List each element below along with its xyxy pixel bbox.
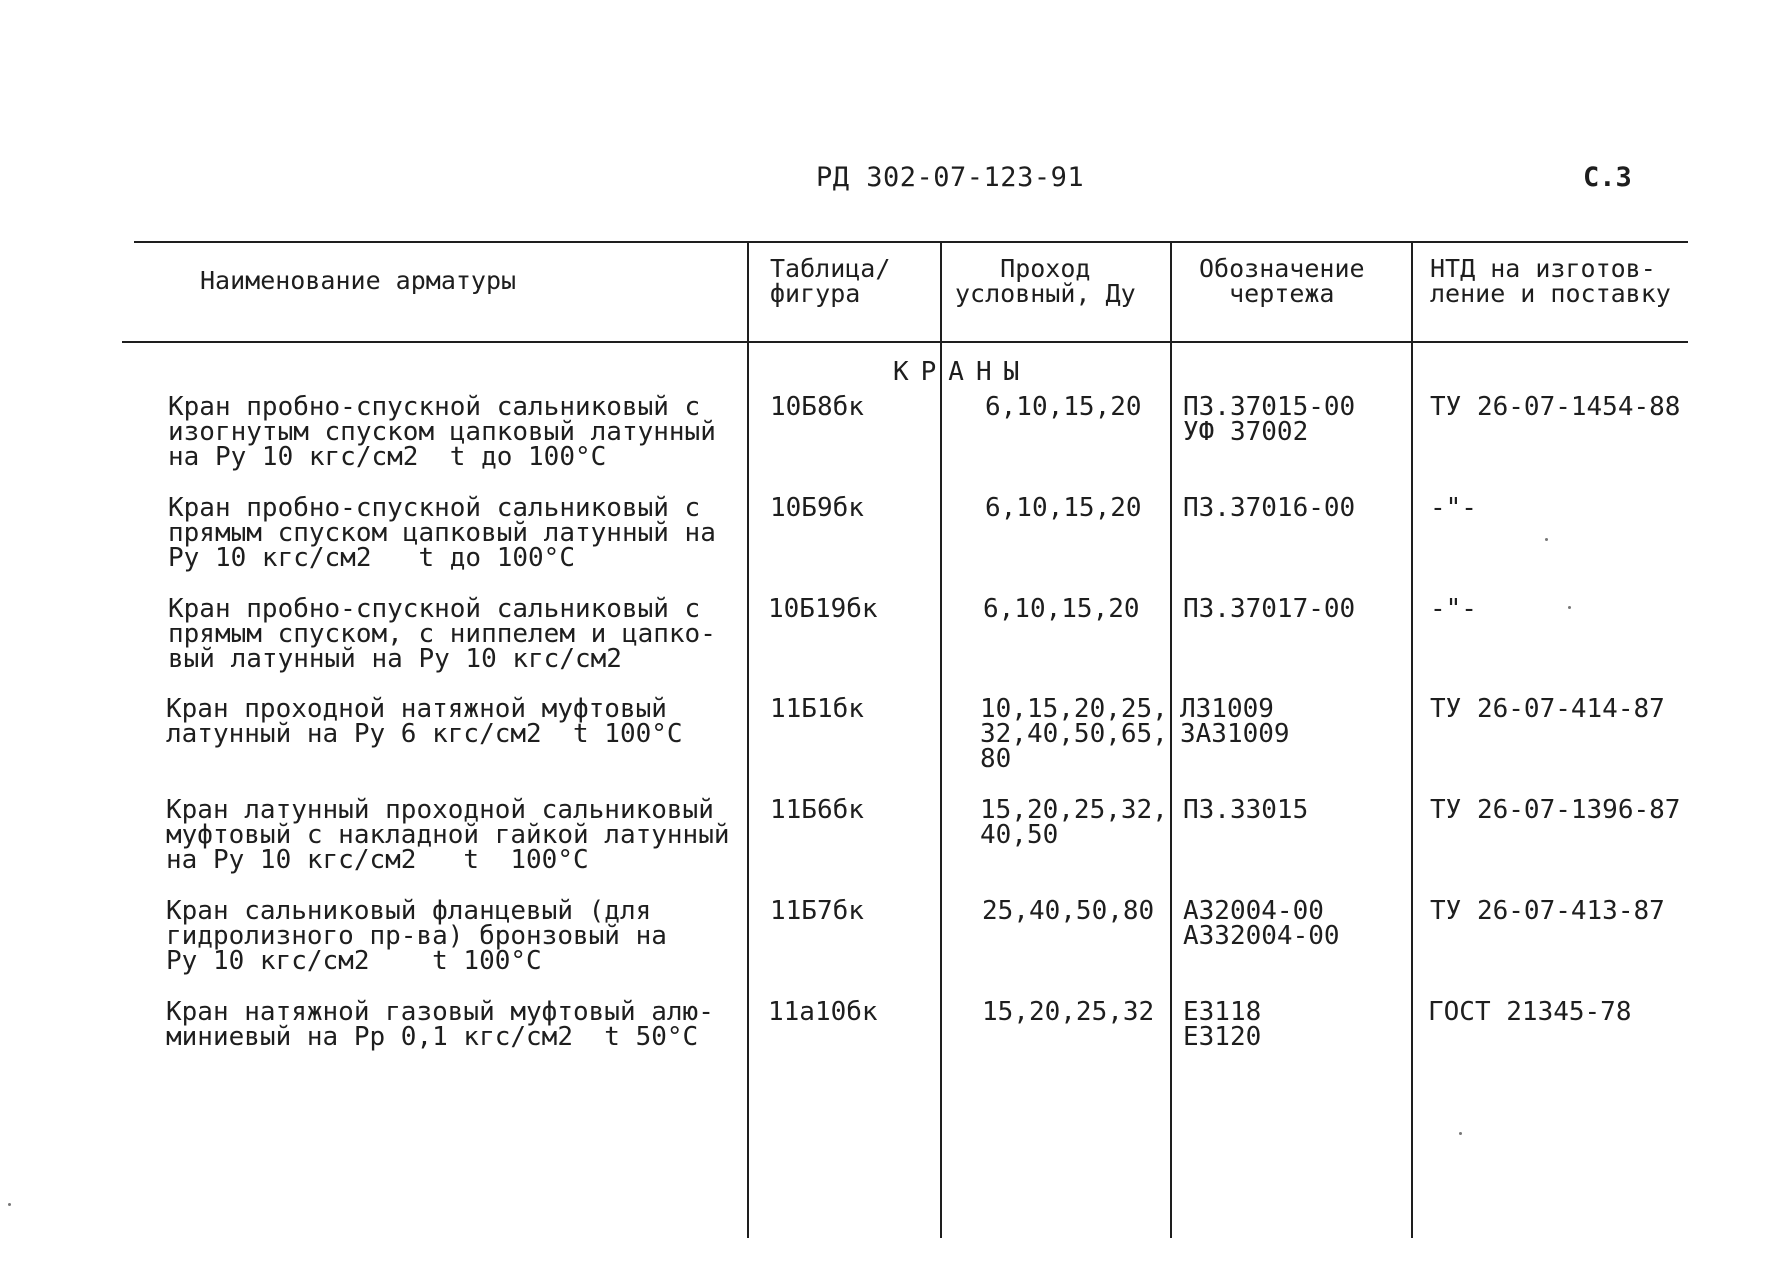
section-title: КРАНЫ [893,357,1032,387]
row-1-ntd: ТУ 26-07-1454-88 [1430,392,1681,422]
row-6-name: Кран сальниковый фланцевый (для гидролизного пр-ва) бронзовый на Ру 10 кгс/см2 t 100°С [166,896,667,976]
row-2-drawing: П3.37016-00 [1183,493,1356,523]
row-7-name: Кран натяжной газовый муфтовый алю- миниевый на Рр 0,1 кгс/см2 t 50°С [166,997,714,1052]
scan-speck [1545,538,1548,541]
row-2-bore: 6,10,15,20 [985,493,1142,523]
row-2-ntd: -"- [1430,493,1477,523]
row-5-bore: 15,20,25,32, 40,50 [980,795,1168,850]
scan-speck [1459,1132,1462,1135]
row-1-figure: 10Б8бк [770,392,864,422]
row-4-name: Кран проходной натяжной муфтовый латунный на Ру 6 кгс/см2 t 100°С [166,694,683,749]
row-7-figure: 11а10бк [768,997,878,1027]
header-ntd: НТД на изготов- ление и поставку [1430,254,1671,308]
row-6-drawing: А32004-00 А332004-00 [1183,896,1340,951]
row-5-figure: 11Б6бк [770,795,864,825]
row-4-figure: 11Б1бк [770,694,864,724]
header-nominal-bore: Проход условный, Ду [955,254,1136,308]
header-figure: Таблица/ фигура [770,254,891,308]
column-divider-2 [940,243,942,1238]
document-code: РД 302-07-123-91 [816,162,1085,193]
row-2-figure: 10Б9бк [770,493,864,523]
scan-speck [8,1203,11,1206]
row-5-name: Кран латунный проходной сальниковый муфтовый с накладной гайкой латунный на Ру 10 кгс/см2 t 100°С [166,795,730,875]
row-1-bore: 6,10,15,20 [985,392,1142,422]
row-5-drawing: П3.33015 [1183,795,1309,825]
row-4-bore: 10,15,20,25, 32,40,50,65, 80 [980,694,1168,774]
scan-speck [1568,606,1571,609]
page-number: С.3 [1583,162,1632,193]
column-divider-1 [747,243,749,1238]
row-1-drawing: П3.37015-00 УФ 37002 [1183,392,1356,447]
row-7-drawing: Е3118 Е3120 [1183,997,1262,1052]
row-2-name: Кран пробно-спускной сальниковый с прямым спуском цапковый латунный на Ру 10 кгс/см2 t до 100°С [168,493,716,573]
row-5-ntd: ТУ 26-07-1396-87 [1430,795,1681,825]
row-6-figure: 11Б7бк [770,896,864,926]
row-6-bore: 25,40,50,80 [982,896,1155,926]
header-drawing: Обозначение чертежа [1199,254,1365,308]
row-4-ntd: ТУ 26-07-414-87 [1430,694,1665,724]
column-divider-4 [1411,243,1413,1238]
row-3-bore: 6,10,15,20 [983,594,1140,624]
row-3-drawing: П3.37017-00 [1183,594,1356,624]
table-header-rule [122,341,1688,343]
column-divider-3 [1170,243,1172,1238]
row-3-ntd: -"- [1430,594,1477,624]
row-3-name: Кран пробно-спускной сальниковый с прямым спуском, с ниппелем и цапко- вый латунный на Ру 10 кгс/см2 [168,594,716,674]
row-3-figure: 10Б19бк [768,594,878,624]
row-4-drawing: Л31009 3А31009 [1180,694,1290,749]
row-6-ntd: ТУ 26-07-413-87 [1430,896,1665,926]
row-1-name: Кран пробно-спускной сальниковый с изогнутым спуском цапковый латунный на Ру 10 кгс/см2 t до 100°С [168,392,716,472]
header-name: Наименование арматуры [200,266,517,295]
row-7-ntd: ГОСТ 21345-78 [1428,997,1632,1027]
row-7-bore: 15,20,25,32 [982,997,1155,1027]
table-top-rule [134,241,1688,243]
